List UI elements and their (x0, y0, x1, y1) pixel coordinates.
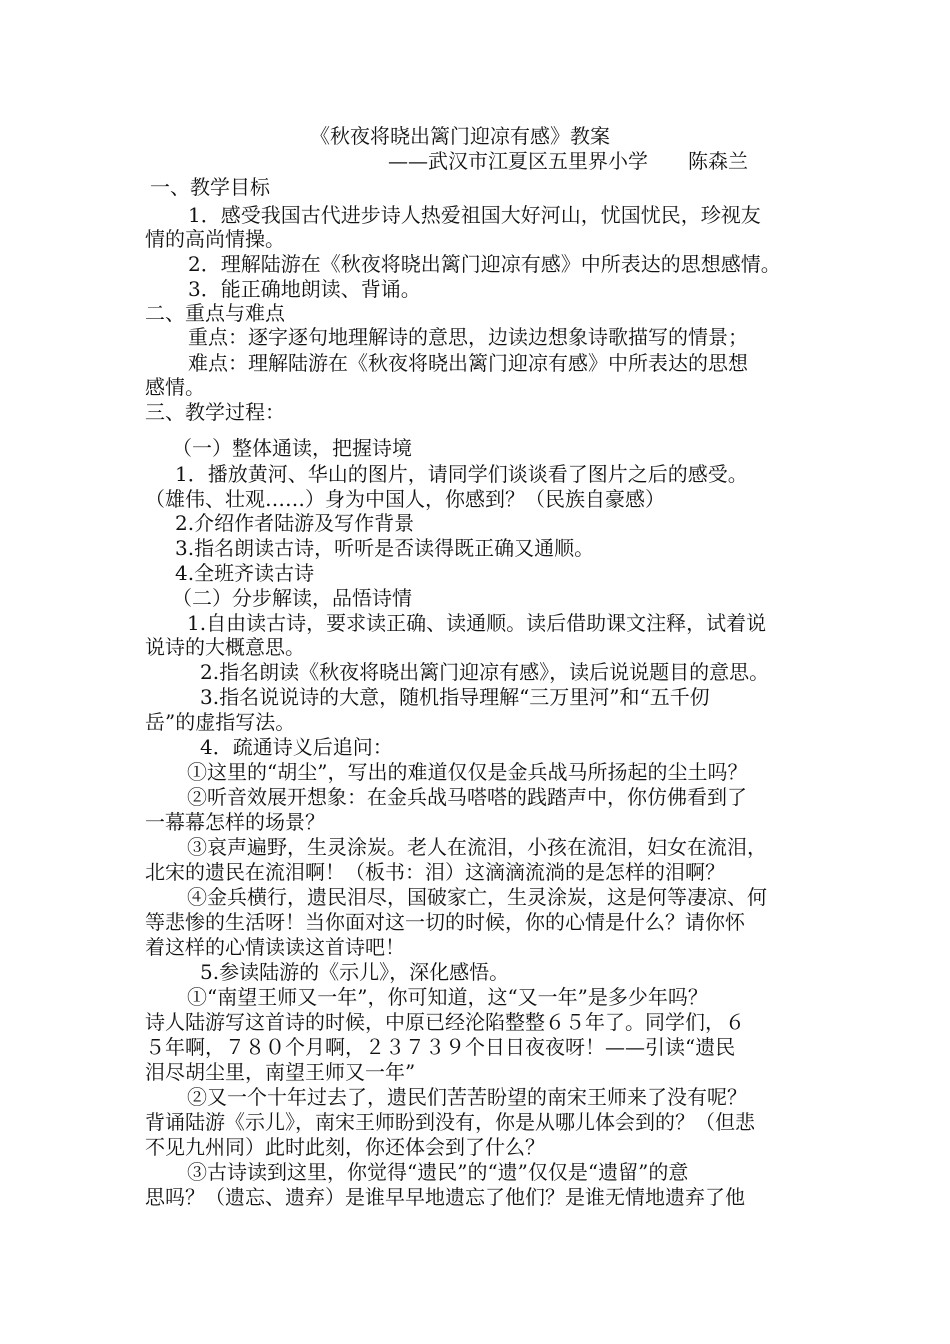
document-title: 《秋夜将晓出篱门迎凉有感》教案 (310, 124, 610, 148)
paragraph-line: 4.全班齐读古诗 (175, 561, 315, 585)
paragraph-line: 着这样的心情读读这首诗吧！ (145, 935, 405, 959)
paragraph-line: ③古诗读到这里，你觉得“遗民”的“遗”仅仅是“遗留”的意 (187, 1160, 689, 1184)
paragraph-line: 1.自由读古诗，要求读正确、读通顺。读后借助课文注释，试着说 (187, 611, 767, 635)
paragraph-line: ③哀声遍野，生灵涂炭。老人在流泪，小孩在流泪，妇女在流泪， (187, 835, 767, 859)
paragraph-line: 一幕幕怎样的场景？ (145, 810, 325, 834)
paragraph-line: ５年啊，７８０个月啊，２３７３９个日日夜夜呀！——引读“遗民 (145, 1035, 736, 1059)
paragraph-line: 等悲惨的生活呀！当你面对这一切的时候，你的心情是什么？请你怀 (145, 910, 745, 934)
subsection-heading: （一）整体通读，把握诗境 (172, 436, 412, 460)
section-heading: 二、重点与难点 (145, 301, 285, 325)
paragraph-line: 北宋的遗民在流泪啊！（板书：泪）这滴滴流淌的是怎样的泪啊？ (145, 860, 725, 884)
paragraph-line: ②又一个十年过去了，遗民们苦苦盼望的南宋王师来了没有呢？ (187, 1085, 747, 1109)
paragraph-line: ②听音效展开想象：在金兵战马嗒嗒的践踏声中，你仿佛看到了 (187, 785, 747, 809)
paragraph-line: 重点：逐字逐句地理解诗的意思，边读边想象诗歌描写的情景； (188, 325, 748, 349)
paragraph-line: 2.指名朗读《秋夜将晓出篱门迎凉有感》，读后说说题目的意思。 (200, 660, 770, 684)
paragraph-line: ④金兵横行，遗民泪尽，国破家亡，生灵涂炭，这是何等凄凉、何 (187, 885, 767, 909)
paragraph-line: （雄伟、壮观……）身为中国人，你感到？（民族自豪感） (145, 487, 665, 511)
paragraph-line: 情的高尚情操。 (145, 227, 285, 251)
paragraph-line: 诗人陆游写这首诗的时候，中原已经沦陷整整６５年了。同学们，６ (145, 1010, 745, 1034)
paragraph-line: 3.指名朗读古诗，听听是否读得既正确又通顺。 (175, 536, 595, 560)
paragraph-line: 1．感受我国古代进步诗人热爱祖国大好河山，忧国忧民，珍视友 (188, 203, 761, 227)
paragraph-line: 思吗？（遗忘、遗弃）是谁早早地遗忘了他们？是谁无情地遗弃了他 (145, 1185, 745, 1209)
paragraph-line: 背诵陆游《示儿》，南宋王师盼到没有，你是从哪儿体会到的？（但悲 (145, 1110, 755, 1134)
paragraph-line: ①“南望王师又一年”，你可知道，这“又一年”是多少年吗？ (187, 985, 708, 1009)
paragraph-line: 4．疏通诗义后追问： (200, 735, 393, 759)
author-line: ——武汉市江夏区五里界小学 陈森兰 (388, 149, 748, 173)
paragraph-line: ①这里的“胡尘”，写出的难道仅仅是金兵战马所扬起的尘土吗？ (187, 760, 748, 784)
paragraph-line: 2.介绍作者陆游及写作背景 (175, 511, 415, 535)
section-heading: 三、教学过程： (145, 400, 285, 424)
paragraph-line: 说诗的大概意思。 (145, 635, 305, 659)
paragraph-line: 难点：理解陆游在《秋夜将晓出篱门迎凉有感》中所表达的思想 (188, 351, 748, 375)
paragraph-line: 5.参读陆游的《示儿》，深化感悟。 (200, 960, 510, 984)
paragraph-line: 1．播放黄河、华山的图片，请同学们谈谈看了图片之后的感受。 (175, 462, 748, 486)
paragraph-line: 不见九州同）此时此刻，你还体会到了什么？ (145, 1135, 545, 1159)
subsection-heading: （二）分步解读，品悟诗情 (172, 586, 412, 610)
paragraph-line: 泪尽胡尘里，南望王师又一年” (145, 1060, 416, 1084)
paragraph-line: 3．能正确地朗读、背诵。 (188, 277, 421, 301)
paragraph-line: 感情。 (145, 375, 205, 399)
paragraph-line: 岳”的虚指写法。 (145, 710, 296, 734)
paragraph-line: 2．理解陆游在《秋夜将晓出篱门迎凉有感》中所表达的思想感情。 (188, 252, 781, 276)
paragraph-line: 3.指名说说诗的大意，随机指导理解“三万里河”和“五千仞 (200, 685, 710, 709)
section-heading: 一、教学目标 (150, 175, 270, 199)
